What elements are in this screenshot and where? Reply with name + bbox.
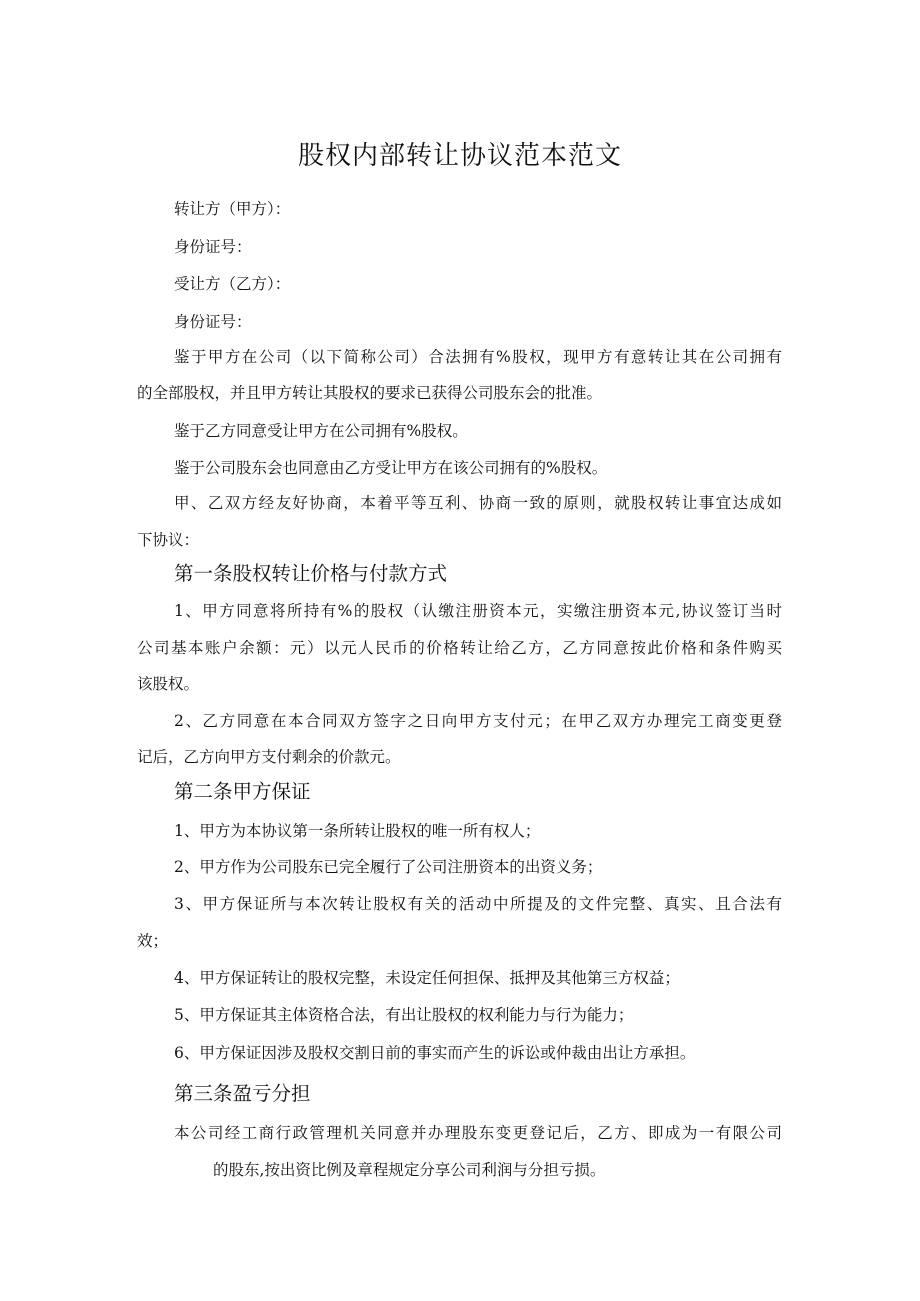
article-2-clause-1: 1、甲方为本协议第一条所转让股权的唯一所有权人； bbox=[174, 822, 541, 840]
transferee-label: 受让方（乙方）： bbox=[174, 275, 291, 293]
transferor-label: 转让方（甲方）： bbox=[174, 200, 291, 218]
transferor-id-label: 身份证号： bbox=[174, 238, 252, 256]
article-2-clause-3-line-2: 效； bbox=[137, 932, 169, 950]
article-2-clause-2: 2、甲方作为公司股东已完全履行了公司注册资本的出资义务； bbox=[174, 858, 603, 876]
article-1-heading: 第一条股权转让价格与付款方式 bbox=[174, 562, 448, 585]
article-2-clause-6: 6、甲方保证因涉及股权交割日前的事实而产生的诉讼或仲裁由出让方承担。 bbox=[174, 1044, 696, 1062]
article-2-clause-3-line-1: 3、甲方保证所与本次转让股权有关的活动中所提及的文件完整、真实、且合法有 bbox=[174, 895, 782, 913]
recital-1-line-1: 鉴于甲方在公司（以下简称公司）合法拥有%股权，现甲方有意转让其在公司拥有 bbox=[174, 348, 782, 366]
article-1-clause-1-line-1: 1、甲方同意将所持有%的股权（认缴注册资本元，实缴注册资本元,协议签订当时 bbox=[174, 602, 782, 620]
recital-3: 鉴于公司股东会也同意由乙方受让甲方在该公司拥有的%股权。 bbox=[174, 459, 608, 477]
recital-4-line-1: 甲、乙双方经友好协商，本着平等互利、协商一致的原则，就股权转让事宜达成如 bbox=[174, 494, 782, 512]
article-2-heading: 第二条甲方保证 bbox=[174, 780, 311, 803]
article-3-paragraph-line-1: 本公司经工商行政管理机关同意并办理股东变更登记后，乙方、即成为一有限公司 bbox=[174, 1124, 782, 1142]
article-3-paragraph-line-2: 的股东,按出资比例及章程规定分享公司利润与分担亏损。 bbox=[213, 1161, 606, 1179]
article-2-clause-5: 5、甲方保证其主体资格合法，有出让股权的权利能力与行为能力； bbox=[174, 1006, 634, 1024]
article-1-clause-1-line-3: 该股权。 bbox=[137, 675, 200, 693]
article-3-heading: 第三条盈亏分担 bbox=[174, 1082, 311, 1105]
article-1-clause-2-line-1: 2、乙方同意在本合同双方签字之日向甲方支付元；在甲乙双方办理完工商变更登 bbox=[174, 712, 782, 730]
document-title: 股权内部转让协议范本范文 bbox=[297, 141, 622, 171]
recital-2: 鉴于乙方同意受让甲方在公司拥有%股权。 bbox=[174, 422, 468, 440]
article-1-clause-1-line-2: 公司基本账户余额：元）以元人民币的价格转让给乙方，乙方同意按此价格和条件购买 bbox=[137, 639, 782, 657]
transferee-id-label: 身份证号： bbox=[174, 313, 252, 331]
article-2-clause-4: 4、甲方保证转让的股权完整，未设定任何担保、抵押及其他第三方权益； bbox=[174, 969, 680, 987]
recital-1-line-2: 的全部股权，并且甲方转让其股权的要求已获得公司股东会的批准。 bbox=[137, 384, 603, 402]
recital-4-line-2: 下协议： bbox=[137, 531, 200, 549]
article-1-clause-2-line-2: 记后，乙方向甲方支付剩余的价款元。 bbox=[137, 748, 401, 766]
